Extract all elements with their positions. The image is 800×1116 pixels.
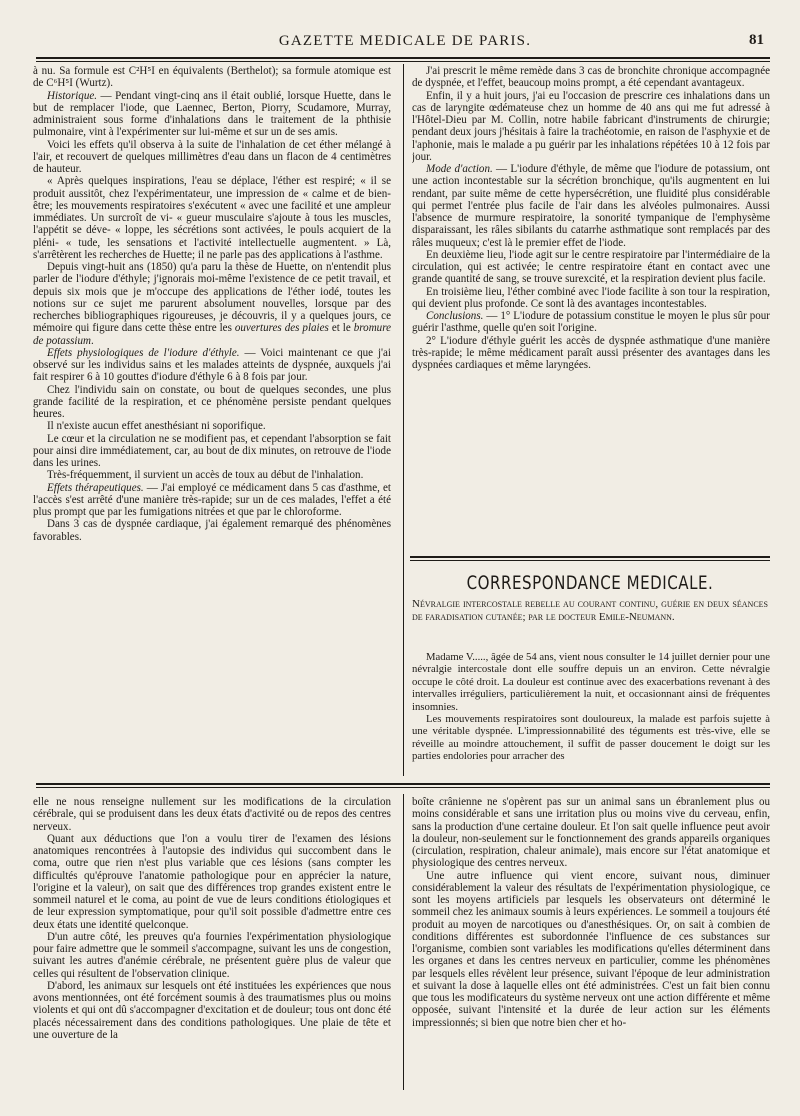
paragraph: Enfin, il y a huit jours, j'ai eu l'occasion de prescrire ces inhalations dans un cas de laryngite œdémateuse chez un homme de 40 ans qui me fut adressé à l'Hôtel-Dieu par M. Collin, notre habile fabricant d'instruments de chirurgie; pendant deux jours j'hésitais à faire la trachéotomie, en raison de l'asphyxie et de l'aphonie, mais le malade a pu guérir par les inhalations répétées 10 à 12 fois par jour.	[412, 89, 770, 163]
section-title: CORRESPONDANCE MEDICALE.	[466, 572, 714, 594]
quote-paragraph: « Après quelques inspirations, l'eau se déplace, l'éther est respiré; « il se produit aussitôt, chez l'expérimentateur, une impression de « calme et de bien-être; les mouvements respiratoires s'exécutent « avec une facilité et une ampleur immédiates. Un surcroît de vi- « gueur musculaire s'ajoute à tous les muscles, l'appétit se déve- « loppe, les sécrétions sont activées, le pouls acquiert de la pléni- « tude, les sensations et l'activité intellectuelle augmentent. » Là, s'arrêtèrent les recherches de Huette; il ne parle pas des applications à l'asthme.	[33, 175, 391, 261]
paragraph: Les mouvements respiratoires sont douloureux, la malade est parfois sujette à une véritable dyspnée. L'impressionnabilité des téguments est très-vive, elle se réveille au moindre attouchement, il suffit de passer doucement le doigt sur les parties endolories pour arracher des	[412, 713, 770, 763]
paragraph: Une autre influence qui vient encore, suivant nous, diminuer considérablement la valeur des résultats de l'expérimentation physiologique, ce sont les moyens artificiels par lesquels les observateurs ont déterminé le sommeil chez les animaux soumis à leurs expériences. Le sommeil a toujours été produit au moyen de narcotiques ou d'anesthésiques. Or, on sait à combien de conditions différentes est subordonnée l'influence de ces substances sur l'organisme, combien sont variables les modifications qu'elles déterminent dans les organes et dans les centres nerveux en particulier, comme les phénomènes par lesquels elles révèlent leur présence, suivant l'époque de leur administration et suivant la dose à laquelle elles ont été administrées. C'est un fait bien connu que tous les modificateurs du système nerveux ont une action différente et même opposée, suivant l'intensité et la durée de leur action sur les éléments impressionnés; si bien que notre bien cher et ho-	[412, 869, 770, 1029]
page-header	[40, 30, 770, 54]
paragraph: Mode d'action. — L'iodure d'éthyle, de même que l'iodure de potassium, ont une action incontestable sur la sécrétion bronchique, qu'ils augmentent en lui rendant, par suite même de cette hypersécrétion, une fluidité plus considérable qui permet l'entrée plus facile de l'air dans les alvéoles pulmonaires. Aussi l'absence de murmure respiratoire, la sonorité tympanique de l'emphysème disparaissant, les râles sibilants du catarrhe asthmatique sont remplacés par des râles muqueux; c'est là le premier effet de l'iode.	[412, 163, 770, 249]
page-separator	[36, 783, 770, 785]
header-rule	[36, 57, 770, 59]
paragraph: Effets physiologiques de l'iodure d'éthyle. — Voici maintenant ce que j'ai observé sur les individus sains et les malades atteints de dyspnée, auxquels j'ai fait respirer 6 à 10 gouttes d'iodure d'éthyle 6 à 8 fois par jour.	[33, 346, 391, 384]
right-column-top	[412, 65, 770, 552]
section-lead: Conclusions.	[426, 310, 484, 322]
paragraph: Quant aux déductions que l'on a voulu tirer de l'examen des lésions anatomiques rencontrées à l'autopsie des individus qui succombent dans le coma, outre que rien n'est plus variable que ces lésions (sans compter les difficultés qu'éprouve l'anatomie pathologique pour en apprécier la nature, l'origine et la valeur), on sait que des différences trop grandes existent entre le sommeil naturel et le coma, au point de vue de leurs conditions étiologiques et de leur expression symptomatique, pour qu'il soit possible d'admettre entre ces deux états une identité quelconque.	[33, 832, 391, 931]
paragraph: Effets thérapeutiques. — J'ai employé ce médicament dans 5 cas d'asthme, et l'accès s'est arrêté d'une manière très-rapide; sur un de ces malades, l'effet a été plus prompt que par les fumigations nitrées et que par le chloroforme.	[33, 481, 391, 518]
paragraph: Depuis vingt-huit ans (1850) qu'a paru la thèse de Huette, on n'entendit plus parler de l'iodure d'éthyle; j'ignorais moi-même l'existence de ce petit travail, et depuis six mois que je m'occupe des applications de l'éther iodé, toutes les notions sur ce sujet me parurent absolument nouvelles, lorsque par des recherches bibliographiques rigoureuses, je découvris, il y a quelques jours, ce mémoire qui figure dans cette thèse entre les ouvertures des plaies et le bromure de potassium.	[33, 261, 391, 347]
section-rule-thin	[410, 560, 770, 561]
paragraph: Chez l'individu sain on constate, ou bout de quelques secondes, une plus grande facilité de la respiration, et ce phénomène persiste pendant quelques heures.	[33, 383, 391, 420]
paragraph: D'abord, les animaux sur lesquels ont été instituées les expériences que nous avons mentionnées, ont été forcément soumis à des traumatismes plus ou moins violents et qui ont dû s'accompagner d'excitation et de douleur; tous ont donc été placés nécessairement dans des conditions pathologiques. Une plaie de tête et une ouverture de la	[33, 979, 391, 1041]
paragraph: Il n'existe aucun effet anesthésiant ni soporifique.	[47, 420, 266, 433]
paragraph: à nu. Sa formule est C²H⁵I en équivalents (Berthelot); sa formule atomique est de C⁶H⁵I (Wurtz).	[33, 65, 391, 90]
paragraph: elle ne nous renseigne nullement sur les modifications de la circulation cérébrale, qui se produisent dans les deux états d'activité ou de repos des centres nerveux.	[33, 796, 391, 833]
paragraph: Dans 3 cas de dyspnée cardiaque, j'ai également remarqué des phénomènes favorables.	[33, 518, 391, 543]
paragraph: Madame V....., âgée de 54 ans, vient nous consulter le 14 juillet dernier pour une névralgie intercostale dont elle souffre depuis un an environ. Cette névralgie occupe le côté droit. La douleur est continue avec des exacerbations revenant à des intervalles irréguliers, particulièrement la nuit, et occasionnant ainsi de fréquentes insomnies.	[412, 651, 770, 713]
paragraph: 2° L'iodure d'éthyle guérit les accès de dyspnée asthmatique d'une manière très-rapide; le même médicament paraît aussi présenter des avantages dans les dyspnées cardiaques et même laryngées.	[412, 334, 770, 371]
left-column-bottom	[33, 796, 391, 1090]
paragraph: J'ai prescrit le même remède dans 3 cas de bronchite chronique accompagnée de dyspnée, et l'effet, beaucoup moins prompt, a été cependant avantageux.	[412, 65, 770, 90]
left-column-top	[33, 65, 391, 773]
article-subtitle: Névralgie intercostale rebelle au courant continu, guérie en deux séances de faradisation cutanée; par le docteur Emile-Neumann.	[412, 598, 768, 623]
section-lead: Historique.	[47, 89, 98, 102]
paragraph: boîte crânienne ne s'opèrent pas sur un animal sans un ébranlement plus ou moins considérable et sans une irritation plus ou moins vive du cerveau, enfin, sans la production d'une certaine douleur. Et l'on sait quelle influence peut avoir la douleur, non-seulement sur le fonctionnement des grands appareils organiques (circulation, respiration, chaleur animale), mais encore sur l'état anatomique et physiologique des centres nerveux.	[412, 796, 770, 870]
section-rule	[410, 556, 770, 558]
section-lead: Effets physiologiques de l'iodure d'éthyle.	[47, 346, 240, 359]
paragraph: Voici les effets qu'il observa à la suite de l'inhalation de cet éther mélangé à l'air, et recouvert de quelques millimètres d'eau dans un flacon de 4 centimètres de hauteur.	[33, 138, 391, 175]
paragraph: En deuxième lieu, l'iode agit sur le centre respiratoire par l'intermédiaire de la circulation, qui est activée; le centre respiratoire étant en contact avec une grande quantité de sang, se trouve surexcité, et la respiration devient plus facile.	[412, 248, 770, 286]
right-column-bottom	[412, 796, 770, 1090]
section-lead: Effets thérapeutiques.	[47, 481, 144, 494]
page-separator-thin	[36, 787, 770, 788]
paragraph: D'un autre côté, les preuves qu'a fournies l'expérimentation physiologique pour faire admettre que le sommeil s'accompagne, suivant les uns de congestion, suivant les autres d'anémie cérébrale, ne présentent guère plus de valeur que celles qui résultent de l'observation clinique.	[33, 930, 391, 980]
page-number: 81	[749, 32, 764, 48]
column-divider	[403, 64, 404, 776]
paragraph: Très-fréquemment, il survient un accès de toux au début de l'inhalation.	[47, 469, 364, 482]
paragraph: Historique. — Pendant vingt-cinq ans il était oublié, lorsque Huette, dans le but de remplacer l'iode, que Laennec, Berton, Piorry, Scudamore, Murray, administraient sous forme d'inhalations dans le traitement de la phthisie pulmonaire, vint à l'expérimenter sur lui-même et sur un de ses amis.	[33, 89, 391, 139]
section-lead: Mode d'action.	[426, 163, 493, 175]
paragraph: Le cœur et la circulation ne se modifient pas, et cependant l'absorption se fait pour ainsi dire immédiatement, car, au bout de dix minutes, on retrouve de l'iode dans les urines.	[33, 432, 391, 469]
paragraph: En troisième lieu, l'éther combiné avec l'iode facilite à son tour la respiration, qui devient plus profonde. Ce sont là des avantages incontestables.	[412, 285, 770, 310]
column-divider	[403, 794, 404, 1090]
header-rule-thin	[36, 61, 770, 62]
paragraph: Conclusions. — 1° L'iodure de potassium constitue le moyen le plus sûr pour guérir l'asthme, quelle qu'en soit l'origine.	[412, 310, 770, 335]
correspondance-body	[412, 651, 770, 775]
journal-title: GAZETTE MEDICALE DE PARIS.	[278, 33, 532, 49]
